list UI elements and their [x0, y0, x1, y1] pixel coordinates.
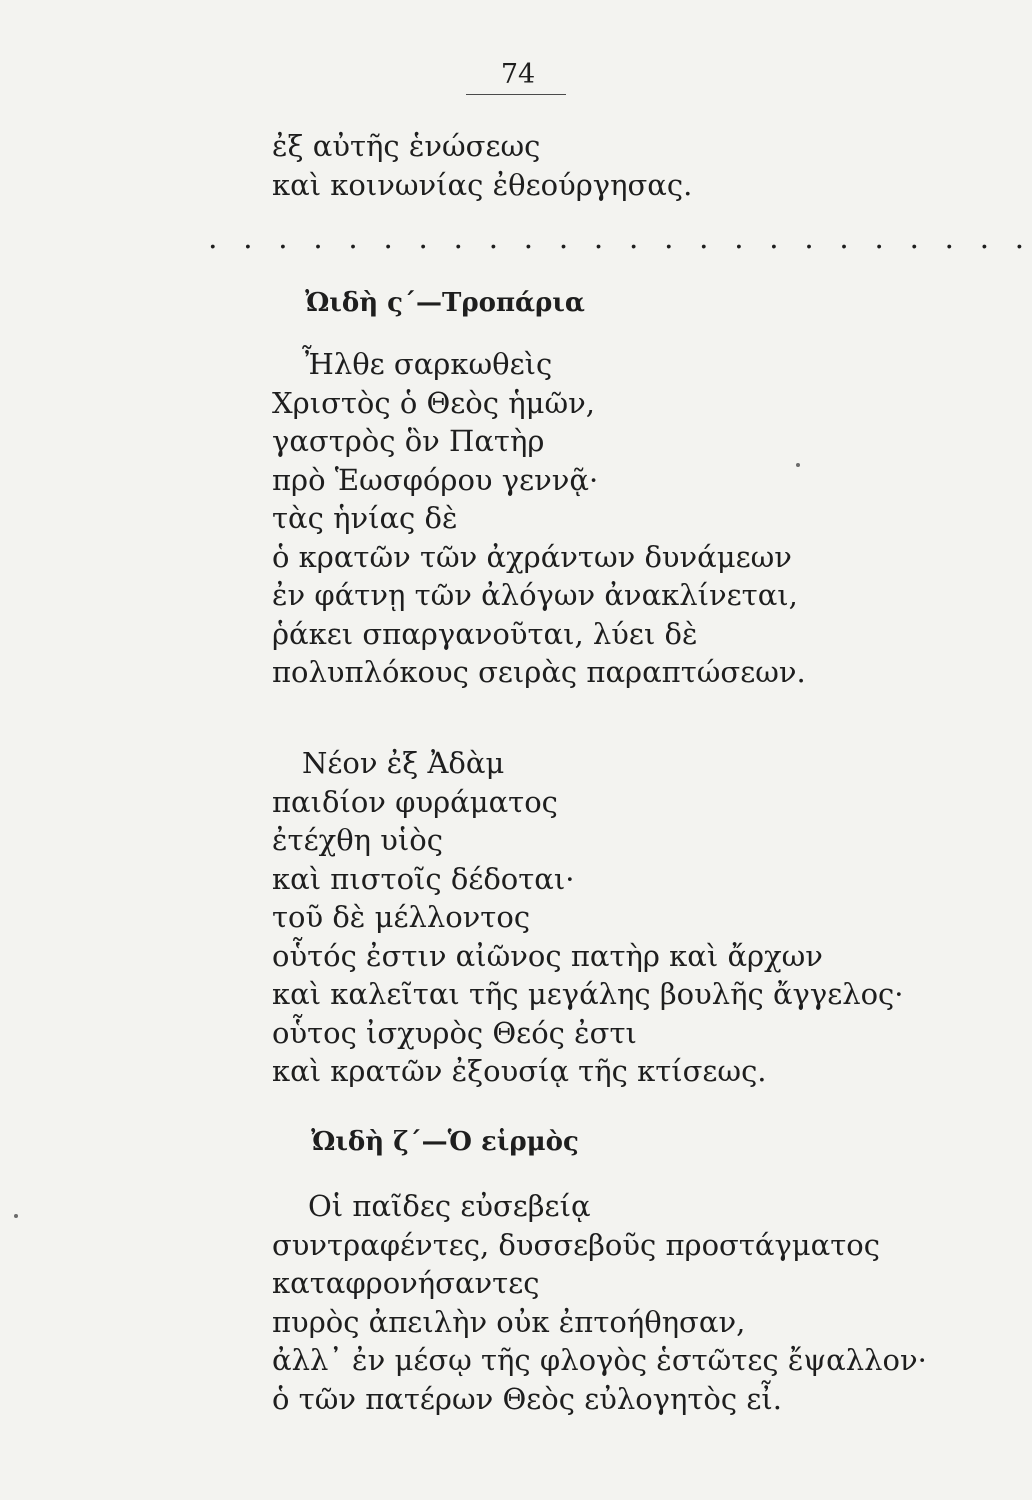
margin-speck: [14, 1214, 18, 1218]
text-line: τὰς ἡνίας δὲ: [272, 501, 458, 535]
text-line: Οἱ παῖδες εὐσεβείᾳ: [308, 1189, 591, 1223]
text-line: οὗτος ἰσχυρὸς Θεός ἐστι: [272, 1015, 637, 1050]
section-7-stanza: [272, 1187, 927, 1418]
text-line: οὗτός ἐστιν αἰῶνος πατὴρ καὶ ἄρχων: [272, 938, 823, 973]
text-line: τοῦ δὲ μέλλοντος: [272, 900, 531, 934]
text-line: καὶ κοινωνίας ἐθεούργησας.: [272, 167, 693, 202]
section-separator: . . . . . . . . . . . . . . . . . . . . . . . .: [208, 221, 1032, 256]
section-7-heading: Ὠιδὴ ζ΄—Ὁ εἱρμὸς: [311, 1127, 579, 1157]
text-line: πολυπλόκους σειρὰς παραπτώσεων.: [272, 655, 806, 689]
section-6-stanza-2: [272, 744, 904, 1091]
section-6-stanza-1: [272, 345, 832, 692]
text-line: Χριστὸς ὁ Θεὸς ἡμῶν,: [272, 385, 595, 420]
text-line: καὶ καλεῖται τῆς μεγάλης βουλῆς ἄγγελος·: [272, 977, 904, 1011]
text-line: καὶ πιστοῖς δέδοται·: [272, 861, 575, 896]
text-line: ῥάκει σπαργανοῦται, λύει δὲ: [272, 616, 698, 651]
text-line: καὶ κρατῶν ἐξουσίᾳ τῆς κτίσεως.: [272, 1054, 767, 1088]
margin-speck: [796, 463, 800, 467]
page-number: 74: [500, 59, 536, 90]
text-line: ἐξ αὐτῆς ἑνώσεως: [272, 129, 541, 163]
text-line: Νέον ἐξ Ἀδὰμ: [302, 746, 505, 780]
text-line: ὁ κρατῶν τῶν ἀχράντων δυνάμεων: [272, 539, 792, 574]
section-6-heading: Ὠιδὴ ς΄—Τροπάρια: [305, 288, 585, 318]
text-line: πυρὸς ἀπειλὴν οὐκ ἐπτοήθησαν,: [272, 1304, 746, 1339]
opening-stanza: [272, 127, 832, 204]
text-line: ἀλλ᾽ ἐν μέσῳ τῆς φλογὸς ἑστῶτες ἔψαλλον·: [272, 1343, 927, 1377]
text-line: γαστρὸς ὃν Πατὴρ: [272, 424, 545, 458]
text-line: καταφρονήσαντες: [272, 1266, 540, 1300]
page-number-rule: [466, 94, 566, 95]
text-line: Ἦλθε σαρκωθεὶς: [302, 347, 553, 381]
text-line: ἐτέχθη υἱὸς: [272, 823, 443, 857]
text-line: ἐν φάτνῃ τῶν ἀλόγων ἀνακλίνεται,: [272, 578, 798, 612]
text-line: συντραφέντες, δυσσεβοῦς προστάγματος: [272, 1227, 880, 1262]
text-line: παιδίον φυράματος: [272, 784, 558, 819]
text-line: πρὸ Ἑωσφόρου γεννᾷ·: [272, 462, 599, 497]
text-line: ὁ τῶν πατέρων Θεὸς εὐλογητὸς εἶ.: [272, 1381, 782, 1416]
